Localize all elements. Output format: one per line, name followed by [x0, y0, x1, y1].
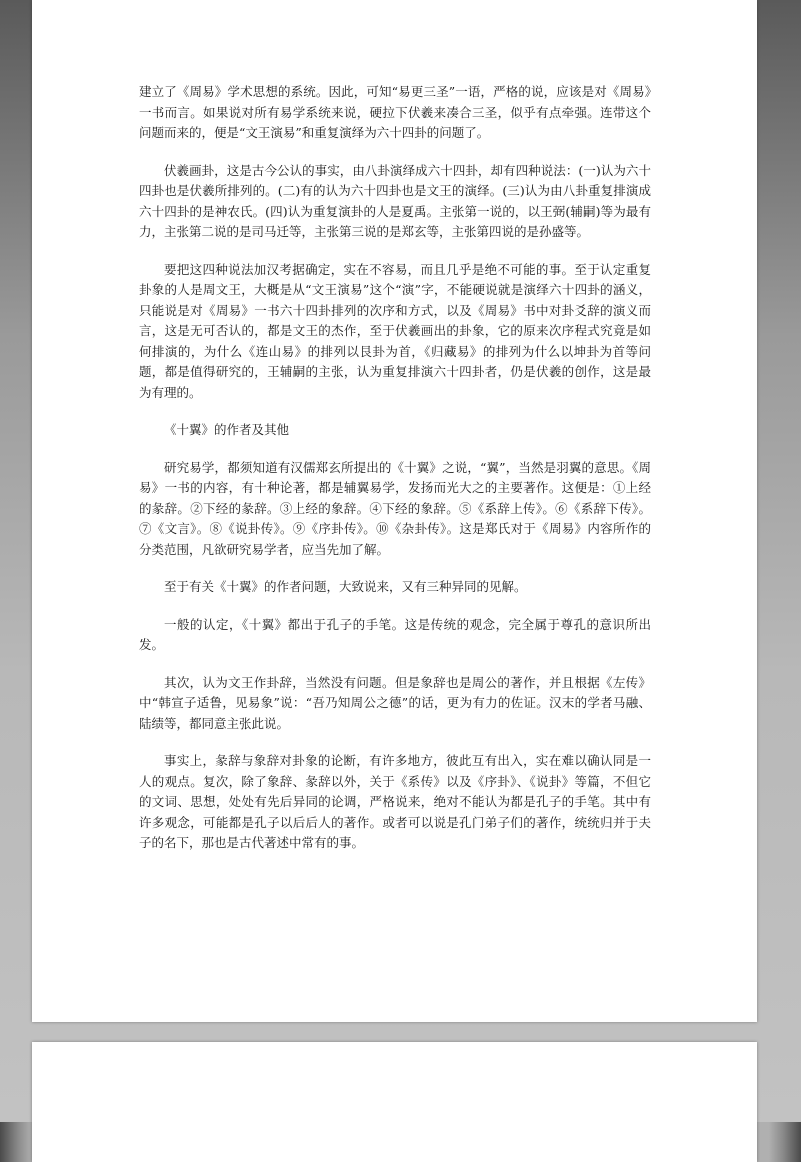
page-content	[139, 82, 651, 871]
next-document-page	[32, 1042, 757, 1162]
paragraph: 研究易学，都须知道有汉儒郑玄所提出的《十翼》之说，“翼”，当然是羽翼的意思。《周易》一书的内容，有十种论著，都是辅翼易学，发扬而光大之的主要著作。这便是：①上经的彖辞。②下经的彖辞。③上经的象辞。④下经的象辞。⑤《系辞上传》。⑥《系辞下传》。⑦《文言》。⑧《说卦传》。⑨《序卦传》。⑩《杂卦传》。这是郑氏对于《周易》内容所作的分类范围，凡欲研究易学者，应当先加了解。	[139, 459, 651, 557]
document-page	[32, 0, 757, 1022]
paragraph: 建立了《周易》学术思想的系统。因此，可知“易更三圣”一语，严格的说，应该是对《周易》一书而言。如果说对所有易学系统来说，硬拉下伏羲来凑合三圣，似乎有点牵强。连带这个问题而来的，便是“文王演易”和重复演绎为六十四卦的问题了。	[139, 84, 651, 140]
paragraph: 伏羲画卦，这是古今公认的事实，由八卦演绎成六十四卦，却有四种说法：(一)认为六十四卦也是伏羲所排列的。(二)有的认为六十四卦也是文王的演绎。(三)认为由八卦重复排演成六十四卦的是神农氏。(四)认为重复演卦的人是夏禹。主张第一说的，以王弼(辅嗣)等为最有力，主张第二说的是司马迁等，主张第三说的是郑玄等，主张第四说的是孙盛等。	[139, 162, 651, 239]
paragraph: 一般的认定，《十翼》都出于孔子的手笔。这是传统的观念，完全属于尊孔的意识所出发。	[139, 616, 651, 652]
paragraph: 要把这四种说法加汉考据确定，实在不容易，而且几乎是绝不可能的事。至于认定重复卦象的人是周文王，大概是从“文王演易”这个“演”字，不能硬说就是演绎六十四卦的涵义，只能说是对《周易》一书六十四卦排列的次序和方式，以及《周易》书中对卦爻辞的演义而言，这是无可否认的，都是文王的杰作，至于伏羲画出的卦象，它的原来次序程式究竟是如何排演的，为什么《连山易》的排列以艮卦为首，《归藏易》的排列为什么以坤卦为首等问题，都是值得研究的，王辅嗣的主张，认为重复排演六十四卦者，仍是伏羲的创作，这是最为有理的。	[139, 261, 651, 400]
paragraph: 事实上，彖辞与象辞对卦象的论断，有许多地方，彼此互有出入，实在难以确认同是一人的观点。复次，除了象辞、彖辞以外，关于《系传》以及《序卦》、《说卦》等篇，不但它的文词、思想，处处有先后异同的论调，严格说来，绝对不能认为都是孔子的手笔。其中有许多观念，可能都是孔子以后后人的著作。或者可以说是孔门弟子们的著作，统统归并于夫子的名下，那也是古代著述中常有的事。	[139, 753, 651, 850]
section-title: 《十翼》的作者及其他	[164, 422, 290, 437]
paragraph: 至于有关《十翼》的作者问题，大致说来，又有三种异同的见解。	[164, 579, 527, 594]
paragraph: 其次，认为文王作卦辞，当然没有问题。但是象辞也是周公的著作，并且根据《左传》中“韩宣子适鲁，见易象”说：“吾乃知周公之德”的话，更为有力的佐证。汉末的学者马融、陆绩等，都同意主张此说。	[139, 674, 651, 731]
